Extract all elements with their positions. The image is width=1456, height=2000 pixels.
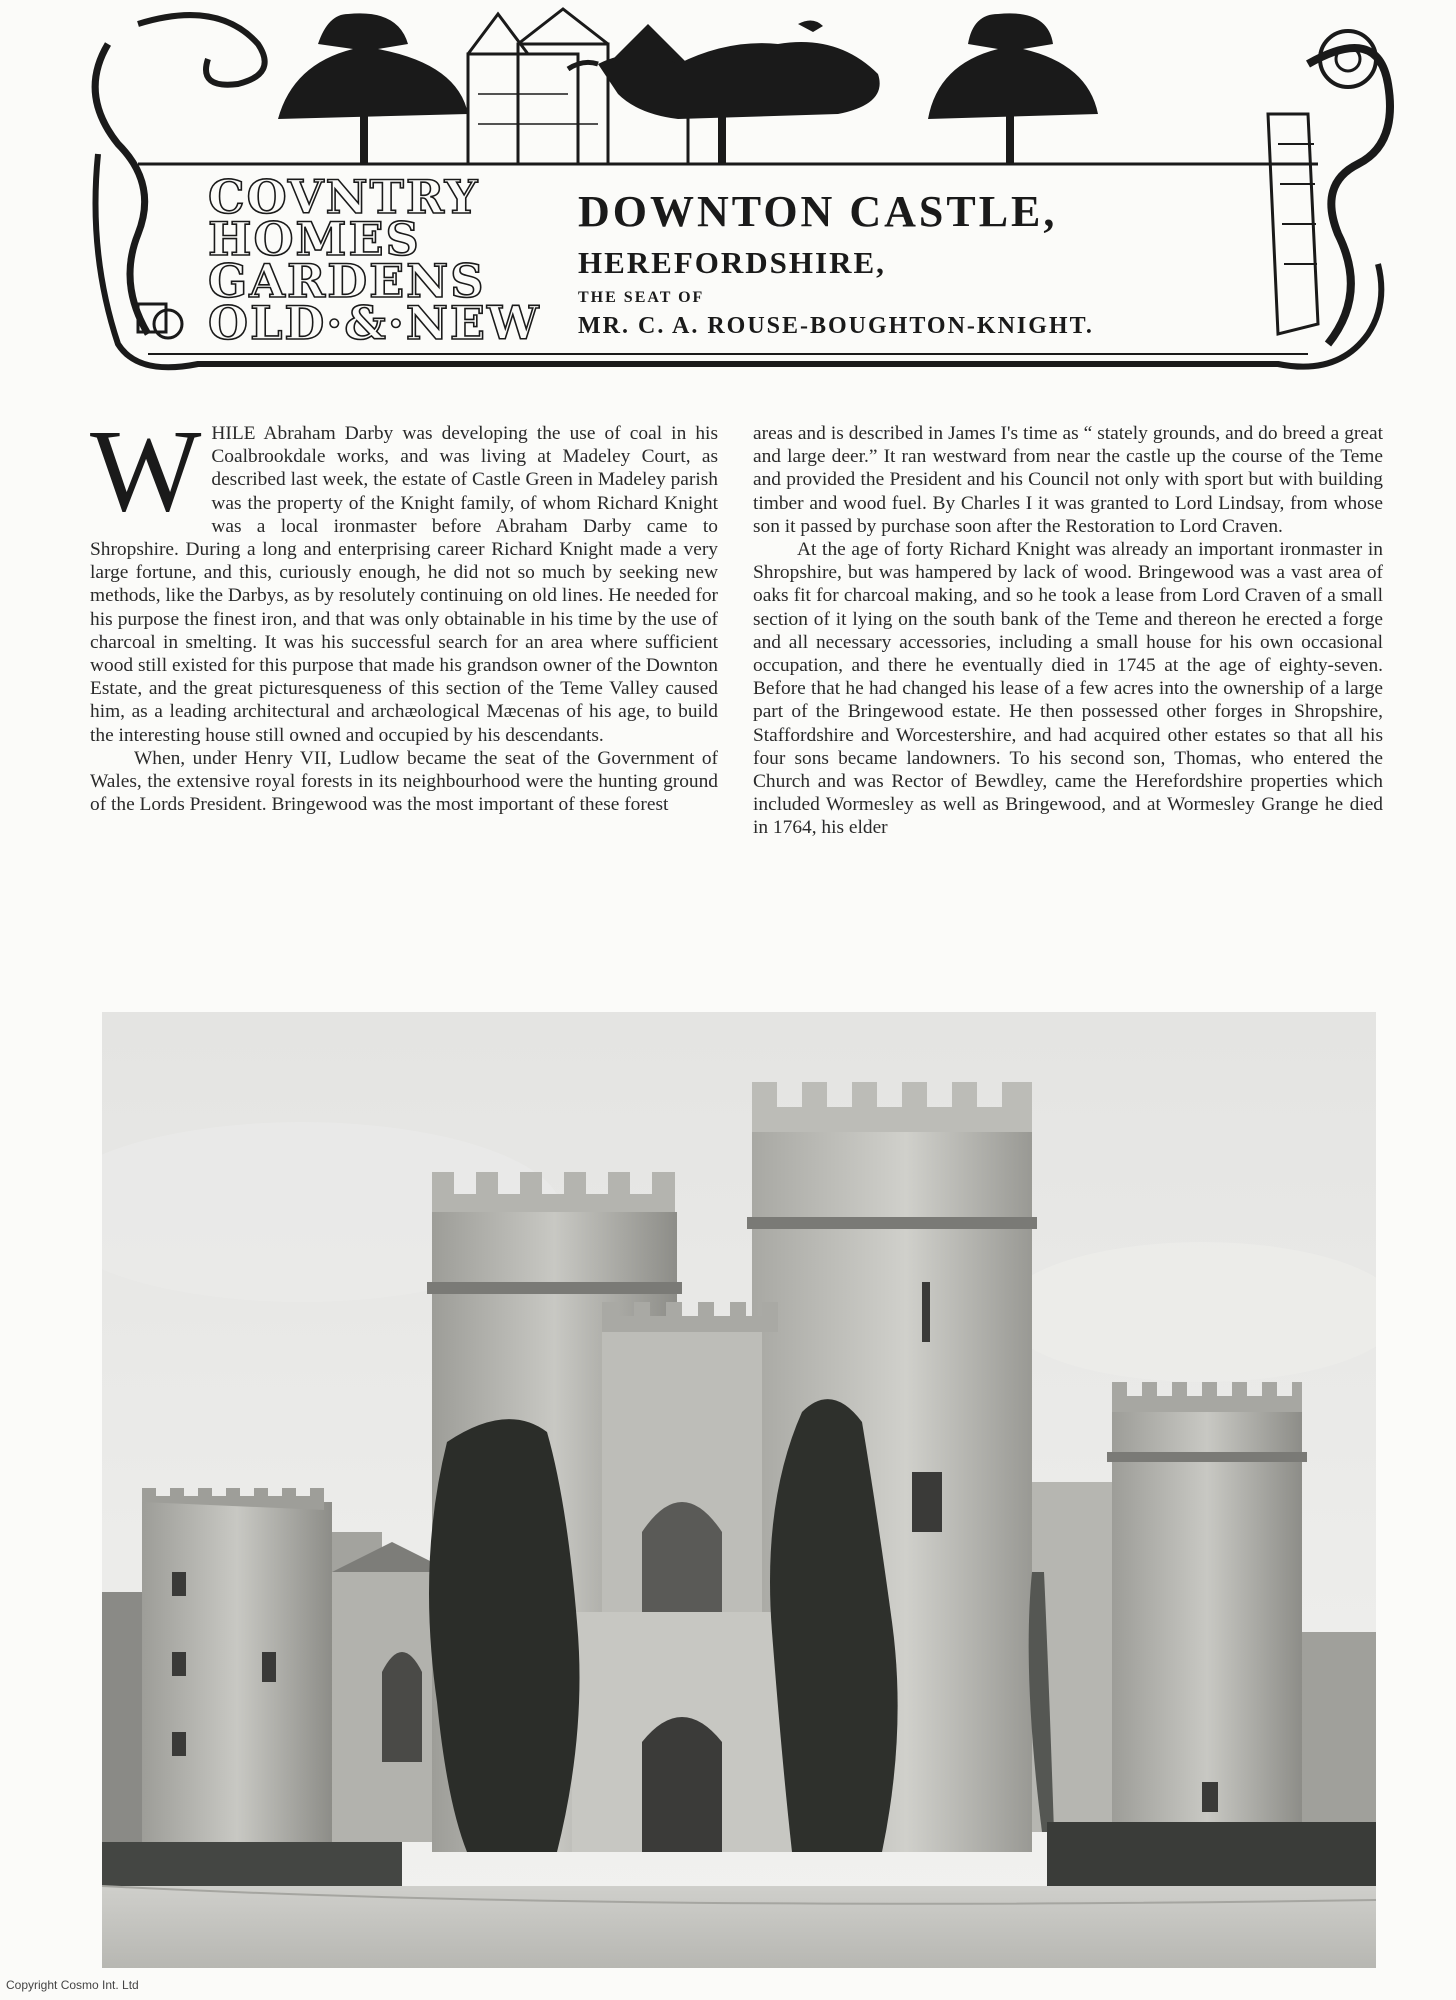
masthead-line-2: HOMES (208, 212, 421, 266)
masthead-title (208, 170, 548, 350)
masthead-line-4: OLD·&·NEW (208, 296, 541, 350)
peacock-hedge-icon (568, 20, 880, 164)
headline-title: DOWNTON CASTLE, (578, 187, 1058, 236)
headline-seat-label: THE SEAT OF (578, 289, 705, 306)
masthead-banner (78, 4, 1400, 382)
article-column-left (90, 405, 718, 816)
headline-county: HEREFORDSHIRE, (578, 245, 886, 280)
paragraph: areas and is described in James I's time as “ stately grounds, and do breed a great and large deer.” It ran westward from near the castle up the course of the Teme and provided the President and his Council not only with sport but with building timber and wood fuel. By Charles I it was granted to Lord Lindsay, from whose son it passed by purchase soon after the Restoration to Lord Craven. (753, 423, 1383, 537)
paragraph: At the age of forty Richard Knight was already an important ironmaster in Shropshire, but was hampered by lack of wood. Bringewood was a vast area of oaks fit for charcoal making, and so he took a lease from Lord Craven of a small section of it lying on the south bank of the Teme and thereon he erected a forge and all necessary accessories, including a small house for his own occasional occupation, and there he eventually died in 1745 at the age of eighty-seven. Before that he had changed his lease of a few acres into the ownership of a large part of the Bringewood estate. He then possessed other forges in Shropshire, Staffordshire and Worcestershire, and had acquired other estates so that all his four sons became landowners. To his second son, Thomas, who entered the Church and was Rector of Bewdley, came the Herefordshire properties which included Wormesley as well as Bringewood, and at Wormesley Grange he died in 1764, his elder (753, 539, 1383, 839)
masthead-line-1: COVNTRY (208, 170, 480, 224)
castle-gatehouse-image (102, 1012, 1376, 1968)
article-headline (578, 186, 1278, 340)
paragraph: When, under Henry VII, Ludlow became the seat of the Government of Wales, the extensive royal forests in its neighbourhood were the hunting ground of the Lords President. Bringewood was the most important of these forest (90, 747, 718, 816)
paragraph-text: HILE Abraham Darby was developing the use of coal in his Coalbrookdale works, and was living at Madeley Court, as described last week, the estate of Castle Green in Madeley parish was the property of the Knight family, of whom Richard Knight was a local ironmaster before Abraham Darby came to Shropshire. During a long and enterprising career Richard Knight made a very large fortune, and this, curiously enough, he did not so much by seeking new methods, like the Darbys, as by resolutely continuing on old lines. He needed for his purpose the finest iron, and that was only obtainable in his time by the use of charcoal in smelting. It was his successful search for an area where sufficient wood still existed for this purpose that made his grandson owner of the Downton Estate, and the great picturesqueness of this section of the Teme Valley caused him, as a leading architectural and archæological Mæcenas of his age, to build the interesting house still owned and occupied by his descendants. (90, 423, 718, 746)
masthead-line-3: GARDENS (208, 254, 486, 308)
topiary-tree-left-icon (278, 13, 468, 164)
paragraph (90, 405, 718, 747)
drop-cap: W (90, 405, 202, 536)
castle-photograph (102, 1012, 1376, 1968)
copyright-credit: Copyright Cosmo Int. Ltd (6, 1978, 139, 1992)
headline-owner: MR. C. A. ROUSE-BOUGHTON-KNIGHT. (578, 313, 1094, 339)
topiary-tree-right-icon (928, 13, 1098, 164)
article-column-right (753, 422, 1383, 840)
